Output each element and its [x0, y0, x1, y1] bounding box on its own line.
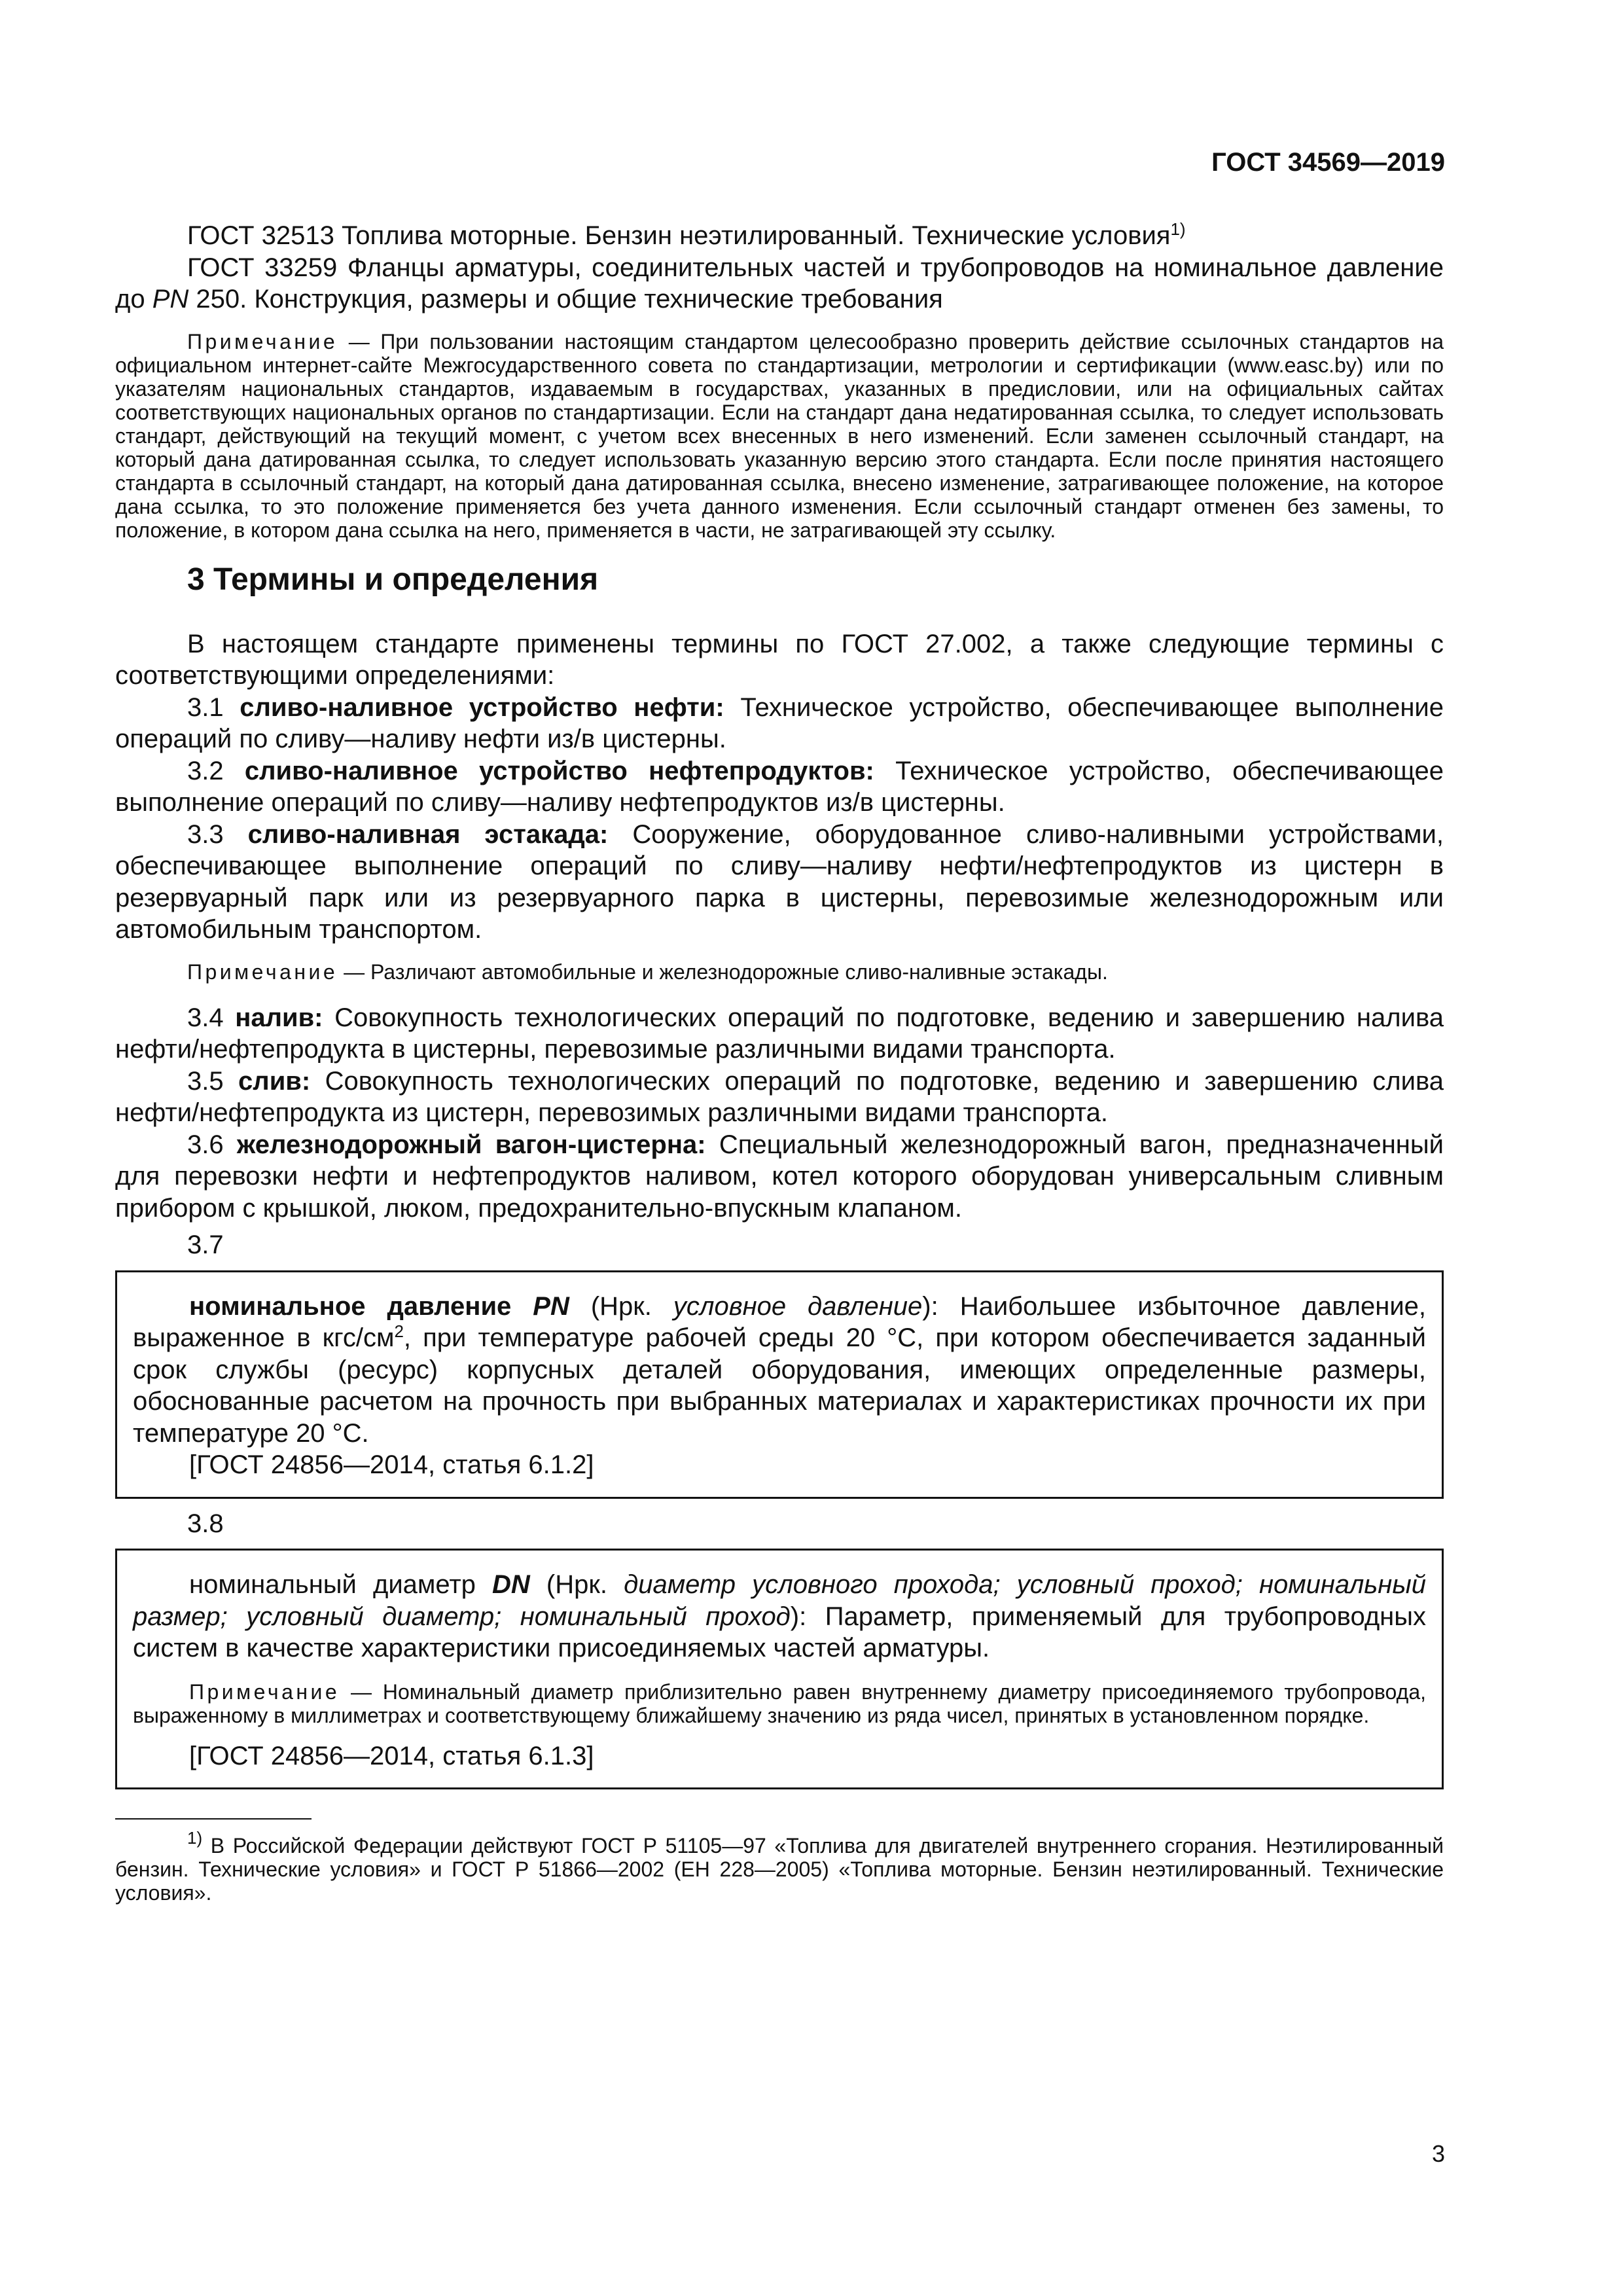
term-number: 3.3	[187, 819, 224, 849]
superscript: 2	[394, 1321, 404, 1341]
reference-gost-33259	[115, 252, 1444, 315]
term-definition: Техническое устройство, обеспечивающее выполнение операций по сливу—наливу нефтепродуктов из/в цистерны.	[115, 756, 1444, 817]
page-content	[115, 220, 1444, 1905]
term-definition: Сооружение, оборудованное сливо-наливными устройствами, обеспечивающее выполнение операций по сливу—наливу нефти/нефтепродуктов из цистерн в резервуарный парк или из резервуарного парка в цистерны, перевозимые железнодорожным или автомобильным транспортом.	[115, 819, 1444, 944]
term-3-1	[115, 692, 1444, 755]
reference-title-part: 250. Конструкция, размеры и общие технические требования	[188, 285, 943, 314]
term-name: сливо-наливное устройство нефти:	[240, 692, 724, 722]
term-source: [ГОСТ 24856—2014, статья 6.1.3]	[189, 1741, 594, 1770]
note-label: Примечание	[187, 960, 338, 984]
term-name: слив:	[238, 1066, 311, 1096]
note-diameter	[133, 1680, 1426, 1727]
term-number: 3.2	[187, 756, 224, 785]
term-3-4	[115, 1002, 1444, 1066]
term-name: номинальное давление	[189, 1291, 533, 1321]
term-3-7-definition	[133, 1291, 1426, 1450]
term-3-3	[115, 819, 1444, 946]
term-definition: Совокупность технологических операций по подготовке, ведению и завершению налива нефти/нефтепродукта в цистерны, перевозимые различными видами транспорта.	[115, 1003, 1444, 1064]
term-number: 3.6	[187, 1130, 224, 1159]
page-number: 3	[1431, 2140, 1445, 2167]
footnote-ref: 1)	[1170, 219, 1186, 239]
term-definition: ): Наибольшее избыточное давление, выраженное в кгс/см	[133, 1291, 1427, 1352]
pn-abbr: PN	[152, 285, 189, 314]
term-definition: Техническое устройство, обеспечивающее выполнение операций по сливу—наливу нефти из/в цистерны.	[115, 692, 1444, 753]
note-text: — Различают автомобильные и железнодорожные сливо-наливные эстакады.	[344, 960, 1108, 984]
term-definition: , при температуре рабочей среды 20 °С, при котором обеспечивается заданный срок службы (ресурс) корпусных деталей оборудования, имеющих определенные размеры, обоснованные расчетом на прочность при выбранных материалах и характеристиках прочности их при температуре 20 °С.	[133, 1323, 1426, 1448]
term-name: номинальный диаметр	[189, 1570, 493, 1599]
deprecated-term: условное давление	[673, 1291, 923, 1321]
term-source: [ГОСТ 24856—2014, статья 6.1.2]	[189, 1450, 594, 1479]
term-number: 3.4	[187, 1003, 224, 1032]
term-definition: Специальный железнодорожный вагон, предназначенный для перевозки нефти и нефтепродуктов наливом, котел которого оборудован универсальным сливным прибором с крышкой, люком, предохранительно-впускным клапаном.	[115, 1130, 1444, 1223]
note-text: — При пользовании настоящим стандартом целесообразно проверить действие ссылочных стандартов на официальном интернет-сайте Межгосударственного совета по стандартизации, метрологии и сертификации (www.easc.by) или по указателям национальных стандартов, издаваемым в государствах, указанных в предисловии, или на официальных сайтах соответствующих национальных органов по стандартизации. Если на стандарт дана недатированная ссылка, то следует использовать стандарт, действующий на текущий момент, с учетом всех внесенных в него изменений. Если заменен ссылочный стандарт, на который дана датированная ссылка, то следует использовать указанную версию этого стандарта. Если после принятия настоящего стандарта в ссылочный стандарт, на который дана датированная ссылка, внесено изменение, затрагивающее положение, на которое дана ссылка, то это положение применяется без учета данного изменения. Если ссылочный стандарт отменен без замены, то положение, в котором дана ссылка на него, применяется в части, не затрагивающей эту ссылку.	[115, 329, 1444, 542]
reference-title: Топлива моторные. Бензин неэтилированный. Технические условия	[342, 221, 1171, 250]
term-name: налив:	[235, 1003, 323, 1032]
deprecated-term: диаметр условного прохода; условный проход; номинальный размер; условный диаметр; номинальный проход	[133, 1570, 1426, 1631]
note-references	[115, 330, 1444, 542]
section-intro: В настоящем стандарте применены термины по ГОСТ 27.002, а также следующие термины с соответствующими определениями:	[115, 629, 1444, 690]
term-box-3-7	[115, 1270, 1444, 1499]
nrk-prefix: (Нрк.	[569, 1291, 673, 1321]
term-definition: Совокупность технологических операций по подготовке, ведению и завершению слива нефти/нефтепродукта из цистерн, перевозимых различными видами транспорта.	[115, 1066, 1444, 1127]
section-heading: 3 Термины и определения	[187, 562, 599, 597]
document-id-header: ГОСТ 34569—2019	[1211, 148, 1445, 177]
footnote-separator	[115, 1818, 312, 1820]
term-box-3-8	[115, 1549, 1444, 1789]
reference-id: ГОСТ 33259	[187, 253, 338, 282]
footnote-text: В Российской Федерации действуют ГОСТ Р 51105—97 «Топлива для двигателей внутреннего сгорания. Неэтилированный бензин. Технические условия» и ГОСТ Р 51866—2002 (ЕН 228—2005) «Топлива моторные. Бензин неэтилированный. Технические условия».	[115, 1834, 1444, 1905]
reference-title-part: Фланцы арматуры, соединительных частей и трубопроводов на номинальное давление до	[115, 253, 1444, 314]
note-stations	[115, 960, 1444, 984]
reference-id: ГОСТ 32513	[187, 221, 334, 250]
term-definition: ): Параметр, применяемый для трубопроводных систем в качестве характеристики присоединяемых частей арматуры.	[133, 1602, 1426, 1662]
term-3-2	[115, 755, 1444, 819]
pn-abbr: PN	[533, 1291, 569, 1321]
term-number: 3.1	[187, 692, 224, 722]
reference-gost-32513	[115, 220, 1444, 252]
note-label: Примечание	[189, 1679, 340, 1704]
term-number-3-7: 3.7	[187, 1230, 224, 1259]
term-number-3-8: 3.8	[187, 1509, 224, 1538]
dn-abbr: DN	[492, 1570, 530, 1599]
term-name: сливо-наливная эстакада:	[247, 819, 609, 849]
term-name: сливо-наливное устройство нефтепродуктов:	[244, 756, 874, 785]
note-label: Примечание	[187, 329, 338, 353]
note-text: — Номинальный диаметр приблизительно равен внутреннему диаметру присоединяемого трубопровода, выраженному в миллиметрах и соответствующему ближайшему значению из ряда чисел, принятых в установленном порядке.	[133, 1679, 1427, 1727]
footnote-mark: 1)	[187, 1828, 203, 1848]
footnote	[115, 1828, 1444, 1905]
term-3-8-definition	[133, 1569, 1426, 1664]
term-number: 3.5	[187, 1066, 224, 1096]
term-3-5	[115, 1066, 1444, 1129]
term-name: железнодорожный вагон-цистерна:	[236, 1130, 706, 1159]
term-3-6	[115, 1129, 1444, 1225]
nrk-prefix: (Нрк.	[529, 1570, 624, 1599]
